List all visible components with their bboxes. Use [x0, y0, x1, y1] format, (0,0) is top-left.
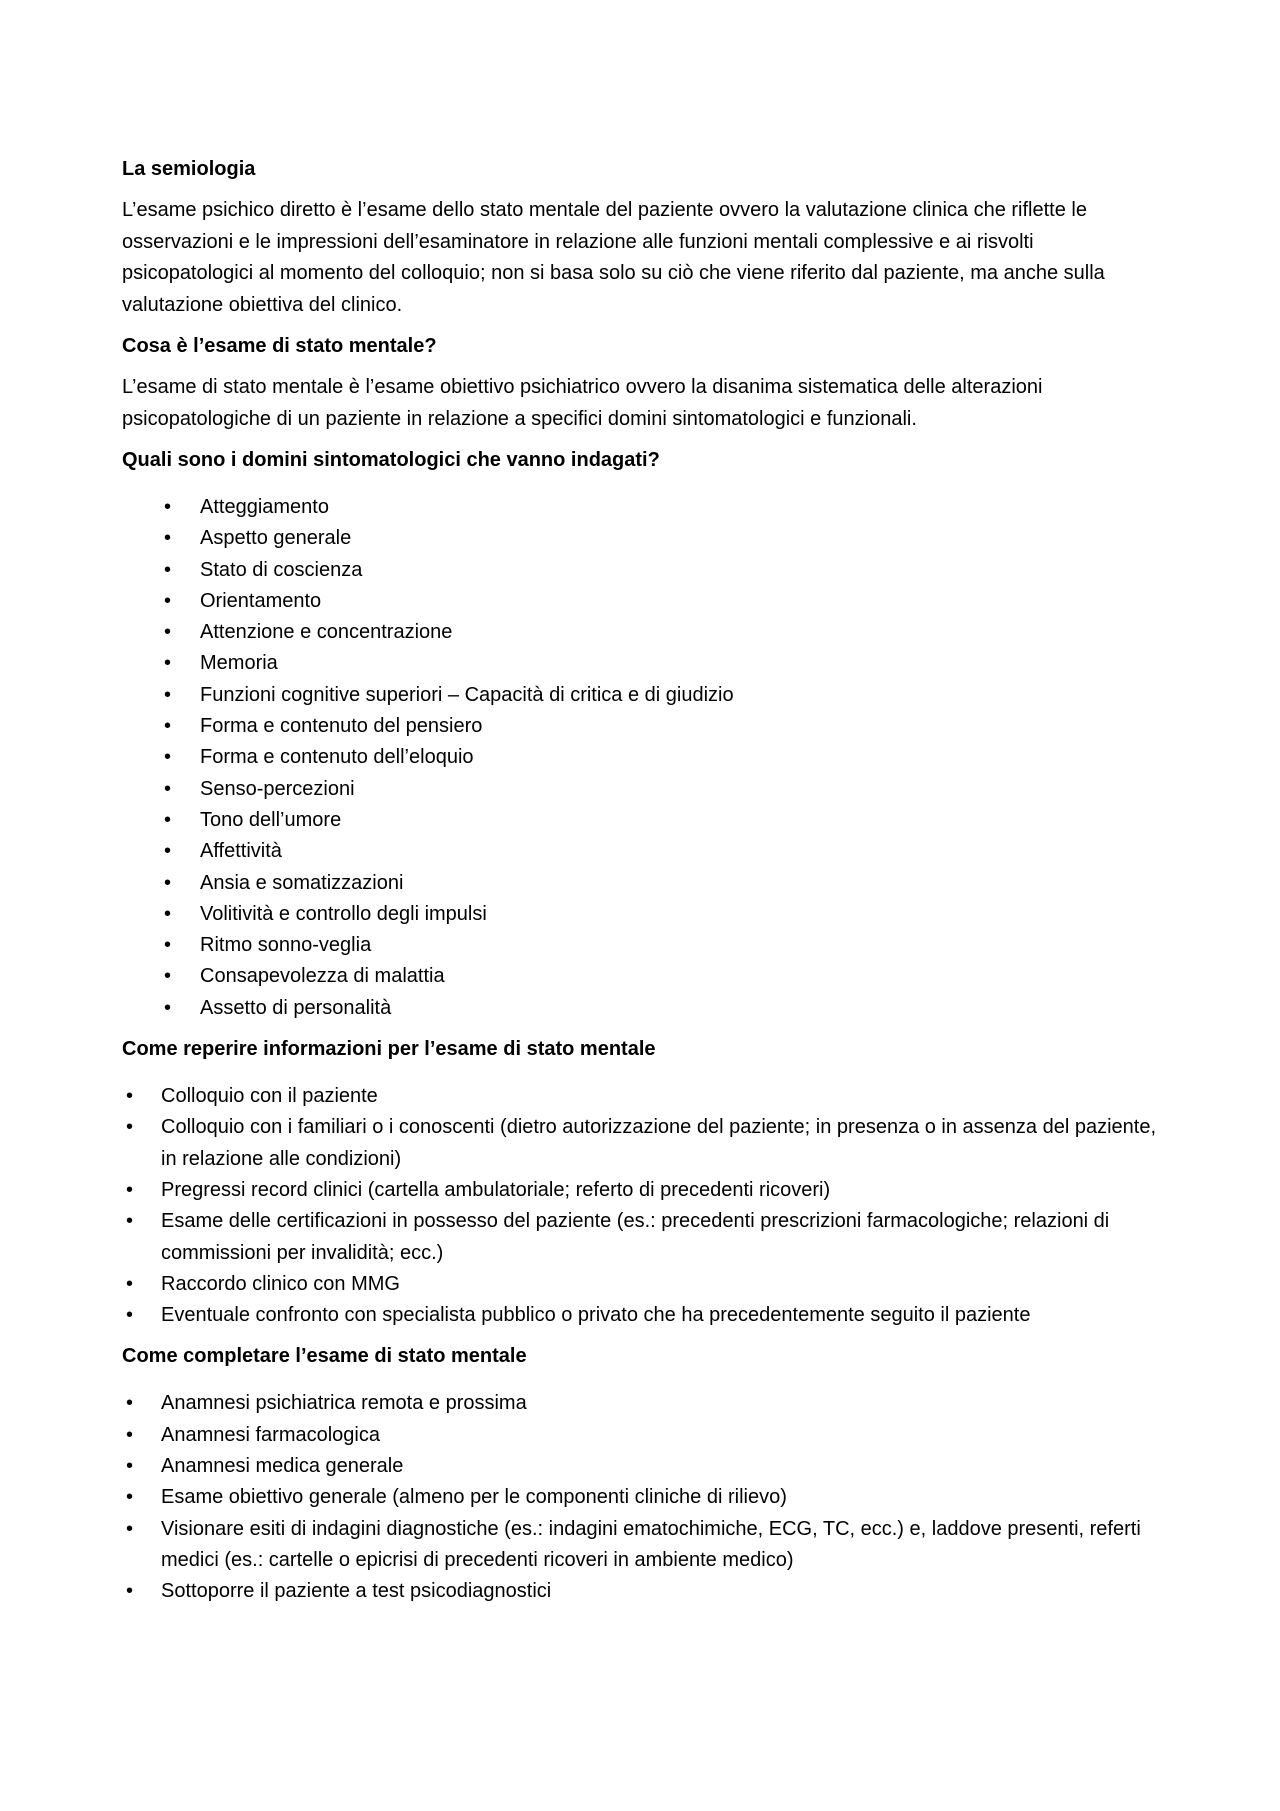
list-item-text: Consapevolezza di malattia — [200, 965, 445, 988]
document-page — [122, 154, 1162, 1618]
list-item-text: Tono dell’umore — [200, 808, 342, 831]
bullet-icon: • — [164, 777, 172, 800]
list-item — [122, 1420, 1162, 1451]
reperire-informazioni-list — [122, 1081, 1162, 1331]
list-item-text: Esame obiettivo generale (almeno per le componenti cliniche di rilievo) — [161, 1486, 787, 1509]
paragraph-esame-stato-mentale: L’esame di stato mentale è l’esame obiettivo psichiatrico ovvero la disanima sistematica delle alterazioni psicopatologiche di un paziente in relazione a specifici domini sintomatologici e funzionali. — [122, 376, 1043, 430]
bullet-icon: • — [164, 589, 172, 612]
section-heading-semiologia: La semiologia — [122, 158, 256, 180]
list-item — [122, 1576, 1162, 1607]
bullet-icon: • — [164, 652, 172, 675]
list-item-text: Anamnesi medica generale — [161, 1455, 404, 1478]
list-item — [122, 1206, 1162, 1269]
list-item — [122, 774, 1162, 805]
list-item-text: Raccordo clinico con MMG — [161, 1272, 400, 1295]
bullet-icon: • — [164, 840, 172, 863]
bullet-icon: • — [126, 1455, 134, 1478]
list-item-text: Ansia e somatizzazioni — [200, 871, 404, 894]
list-item-text: Visionare esiti di indagini diagnostiche (es.: indagini ematochimiche, ECG, TC, ecc.) e, laddove presenti, referti medici (es.: cartelle o epicrisi di precedenti ricoveri in ambiente medico) — [161, 1517, 1141, 1571]
bullet-icon: • — [126, 1210, 134, 1233]
bullet-icon: • — [164, 871, 172, 894]
list-item — [122, 899, 1162, 930]
list-item — [122, 993, 1162, 1024]
list-item — [122, 648, 1162, 679]
list-item — [122, 1269, 1162, 1300]
bullet-icon: • — [126, 1304, 134, 1327]
bullet-icon: • — [164, 902, 172, 925]
list-item-text: Memoria — [200, 652, 278, 675]
list-item — [122, 492, 1162, 523]
bullet-icon: • — [164, 934, 172, 957]
bullet-icon: • — [164, 715, 172, 738]
bullet-icon: • — [126, 1272, 134, 1295]
list-item — [122, 930, 1162, 961]
bullet-icon: • — [164, 746, 172, 769]
paragraph-esame-psichico: L’esame psichico diretto è l’esame dello stato mentale del paziente ovvero la valutazione clinica che riflette le osservazioni e le impressioni dell’esaminatore in relazione alle funzioni mentali complessive e ai risvolti psicopatologici al momento del colloquio; non si basa solo su ciò che viene riferito dal paziente, ma anche sulla valutazione obiettiva del clinico. — [122, 199, 1105, 316]
bullet-icon: • — [126, 1517, 134, 1540]
bullet-icon: • — [164, 621, 172, 644]
bullet-icon: • — [126, 1486, 134, 1509]
list-item — [122, 961, 1162, 992]
list-item-text: Volitività e controllo degli impulsi — [200, 902, 487, 925]
bullet-icon: • — [164, 965, 172, 988]
list-item-text: Affettività — [200, 840, 282, 863]
list-item — [122, 1451, 1162, 1482]
bullet-icon: • — [126, 1580, 134, 1603]
list-item-text: Funzioni cognitive superiori – Capacità di critica e di giudizio — [200, 683, 734, 706]
list-item — [122, 586, 1162, 617]
bullet-icon: • — [126, 1392, 134, 1415]
section-heading-domini: Quali sono i domini sintomatologici che vanno indagati? — [122, 449, 660, 471]
list-item-text: Attenzione e concentrazione — [200, 621, 453, 644]
list-item-text: Pregressi record clinici (cartella ambulatoriale; referto di precedenti ricoveri) — [161, 1178, 831, 1201]
list-item-text: Esame delle certificazioni in possesso del paziente (es.: precedenti prescrizioni farmacologiche; relazioni di commissioni per invalidità; ecc.) — [161, 1210, 1110, 1264]
list-item-text: Atteggiamento — [200, 496, 329, 518]
bullet-icon: • — [164, 683, 172, 706]
list-item-text: Forma e contenuto dell’eloquio — [200, 746, 474, 769]
list-item-text: Assetto di personalità — [200, 996, 392, 1019]
bullet-icon: • — [164, 496, 172, 518]
bullet-icon: • — [126, 1178, 134, 1201]
list-item — [122, 1081, 1162, 1112]
bullet-icon: • — [164, 558, 172, 581]
list-item-text: Aspetto generale — [200, 527, 352, 550]
bullet-icon: • — [126, 1085, 134, 1108]
list-item — [122, 1112, 1162, 1175]
list-item-text: Sottoporre il paziente a test psicodiagnostici — [161, 1580, 552, 1603]
bullet-icon: • — [126, 1423, 134, 1446]
list-item — [122, 1300, 1162, 1331]
list-item — [122, 868, 1162, 899]
completare-esame-list — [122, 1388, 1162, 1607]
section-heading-completare-esame: Come completare l’esame di stato mentale — [122, 1345, 527, 1368]
bullet-icon: • — [164, 996, 172, 1019]
list-item-text: Anamnesi farmacologica — [161, 1423, 380, 1446]
list-item — [122, 1482, 1162, 1513]
list-item — [122, 805, 1162, 836]
list-item-text: Colloquio con i familiari o i conoscenti (dietro autorizzazione del paziente; in presenza o in assenza del paziente, in relazione alle condizioni) — [161, 1116, 1157, 1170]
list-item — [122, 742, 1162, 773]
list-item-text: Anamnesi psichiatrica remota e prossima — [161, 1392, 527, 1415]
list-item — [122, 1175, 1162, 1206]
list-item — [122, 523, 1162, 554]
bullet-icon: • — [164, 808, 172, 831]
domini-list — [122, 492, 1162, 1024]
list-item — [122, 1388, 1162, 1419]
list-item-text: Forma e contenuto del pensiero — [200, 715, 483, 738]
list-item — [122, 555, 1162, 586]
section-heading-cosa-esame: Cosa è l’esame di stato mentale? — [122, 335, 437, 357]
bullet-icon: • — [164, 527, 172, 550]
section-heading-reperire-informazioni: Come reperire informazioni per l’esame di stato mentale — [122, 1038, 656, 1061]
list-item-text: Orientamento — [200, 589, 322, 612]
list-item — [122, 836, 1162, 867]
list-item-text: Colloquio con il paziente — [161, 1085, 378, 1108]
list-item — [122, 711, 1162, 742]
list-item — [122, 1514, 1162, 1577]
list-item-text: Eventuale confronto con specialista pubblico o privato che ha precedentemente seguito il paziente — [161, 1304, 1031, 1327]
list-item-text: Stato di coscienza — [200, 558, 363, 581]
list-item-text: Senso-percezioni — [200, 777, 355, 800]
list-item — [122, 617, 1162, 648]
list-item — [122, 680, 1162, 711]
list-item-text: Ritmo sonno-veglia — [200, 934, 372, 957]
bullet-icon: • — [126, 1116, 134, 1139]
